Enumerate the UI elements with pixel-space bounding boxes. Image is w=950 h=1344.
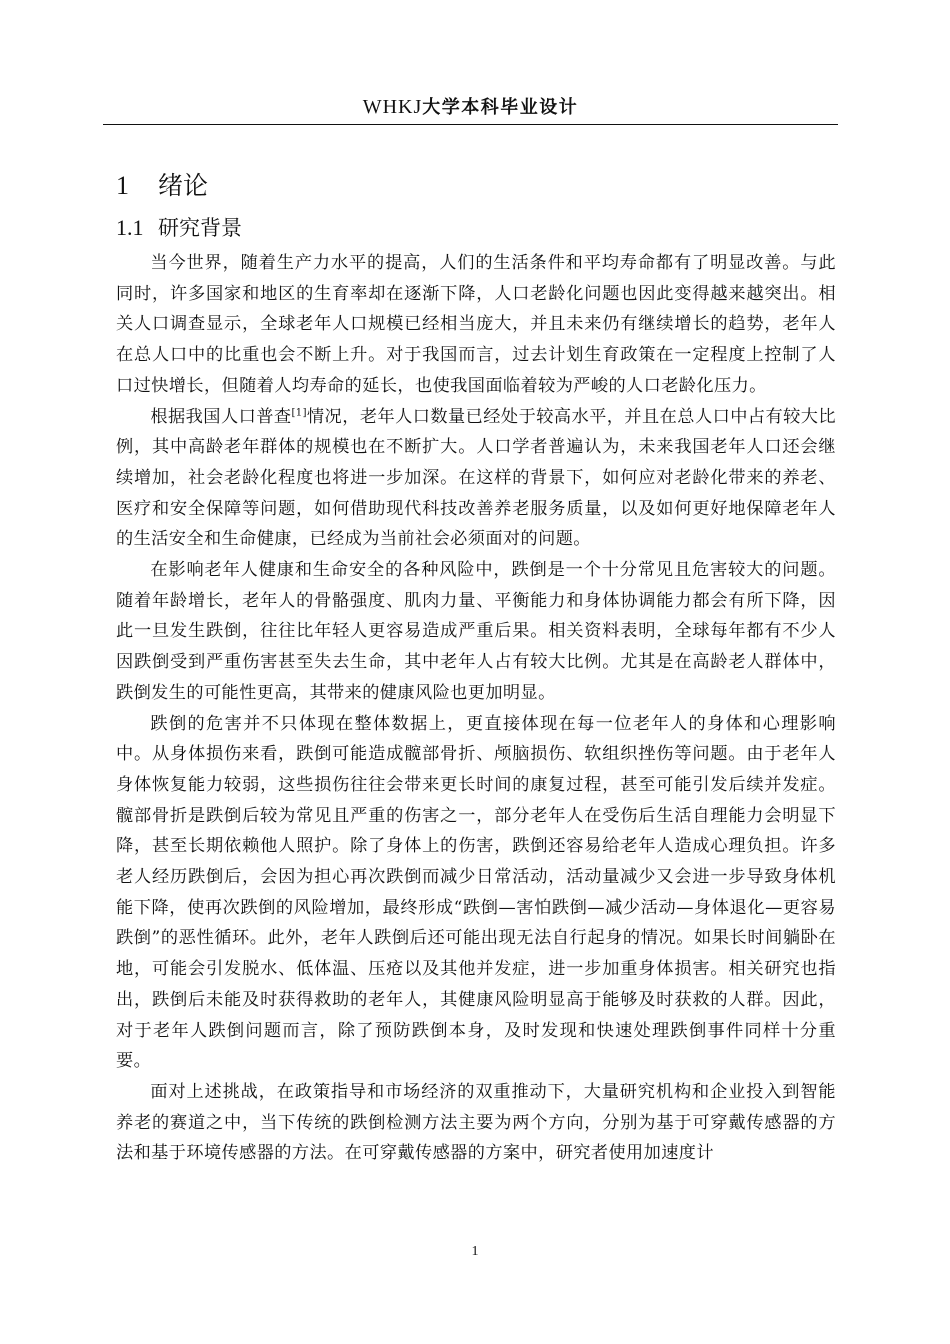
header-divider [103, 124, 838, 125]
paragraph-4: 跌倒的危害并不只体现在整体数据上，更直接体现在每一位老年人的身体和心理影响中。从身体损伤来看，跌倒可能造成髋部骨折、颅脑损伤、软组织挫伤等问题。由于老年人身体恢复能力较弱，这些损伤往往会带来更长时间的康复过程，甚至可能引发后续并发症。髋部骨折是跌倒后较为常见且严重的伤害之一，部分老年人在受伤后生活自理能力会明显下降，甚至长期依赖他人照护。除了身体上的伤害，跌倒还容易给老年人造成心理负担。许多老人经历跌倒后，会因为担心再次跌倒而减少日常活动，活动量减少又会进一步导致身体机能下降，使再次跌倒的风险增加，最终形成“跌倒—害怕跌倒—减少活动—身体退化—更容易跌倒”的恶性循环。此外，老年人跌倒后还可能出现无法自行起身的情况。如果长时间躺卧在地，可能会引发脱水、低体温、压疮以及其他并发症，进一步加重身体损害。相关研究也指出，跌倒后未能及时获得救助的老年人，其健康风险明显高于能够及时获救的人群。因此，对于老年人跌倒问题而言，除了预防跌倒本身，及时发现和快速处理跌倒事件同样十分重要。 [116, 713, 836, 1072]
paragraph-1: 当今世界，随着生产力水平的提高，人们的生活条件和平均寿命都有了明显改善。与此同时，许多国家和地区的生育率却在逐渐下降，人口老龄化问题也因此变得越来越突出。相关人口调查显示，全球老年人口规模已经相当庞大，并且未来仍有继续增长的趋势，老年人在总人口中的比重也会不断上升。对于我国而言，过去计划生育政策在一定程度上控制了人口过快增长，但随着人均寿命的延长，也使我国面临着较为严峻的人口老龄化压力。 [116, 253, 836, 396]
paragraph-2 [116, 402, 836, 556]
paragraph-5: 面对上述挑战，在政策指导和市场经济的双重推动下，大量研究机构和企业投入到智能养老的赛道之中，当下传统的跌倒检测方法主要为两个方向，分别为基于可穿戴传感器的方法和基于环境传感器的方法。在可穿戴传感器的方案中，研究者使用加速度计 [116, 1081, 836, 1164]
paragraph-3: 在影响老年人健康和生命安全的各种风险中，跌倒是一个十分常见且危害较大的问题。随着年龄增长，老年人的骨骼强度、肌肉力量、平衡能力和身体协调能力都会有所下降，因此一旦发生跌倒，往往比年轻人更容易造成严重后果。相关资料表明，全球每年都有不少人因跌倒受到严重伤害甚至失去生命，其中老年人占有较大比例。尤其是在高龄老人群体中，跌倒发生的可能性更高，其带来的健康风险也更加明显。 [116, 560, 836, 703]
citation-reference: [1] [291, 406, 307, 418]
paragraph-2-rest: 情况，老年人口数量已经处于较高水平，并且在总人口中占有较大比例，其中高龄老年群体的规模也在不断扩大。人口学者普遍认为，未来我国老年人口还会继续增加，社会老龄化程度也将进一步加深。在这样的背景下，如何应对老龄化带来的养老、医疗和安全保障等问题，如何借助现代科技改善养老服务质量，以及如何更好地保障老年人的生活安全和生命健康，已经成为当前社会必须面对的问题。 [116, 406, 836, 550]
section-number: 1.1 [116, 215, 144, 240]
paragraph-2-lead: 根据我国人口普查 [150, 406, 292, 427]
header-institution-code: WHKJ [362, 96, 423, 118]
page-number: 1 [471, 1244, 479, 1259]
section-heading [116, 210, 242, 246]
chapter-number: 1 [116, 171, 129, 200]
section-title: 研究背景 [158, 216, 242, 240]
chapter-title: 绪论 [158, 171, 209, 200]
page-header [103, 92, 838, 124]
header-title: 大学本科毕业设计 [422, 97, 579, 118]
body-text [116, 248, 836, 1169]
chapter-heading [116, 166, 208, 206]
